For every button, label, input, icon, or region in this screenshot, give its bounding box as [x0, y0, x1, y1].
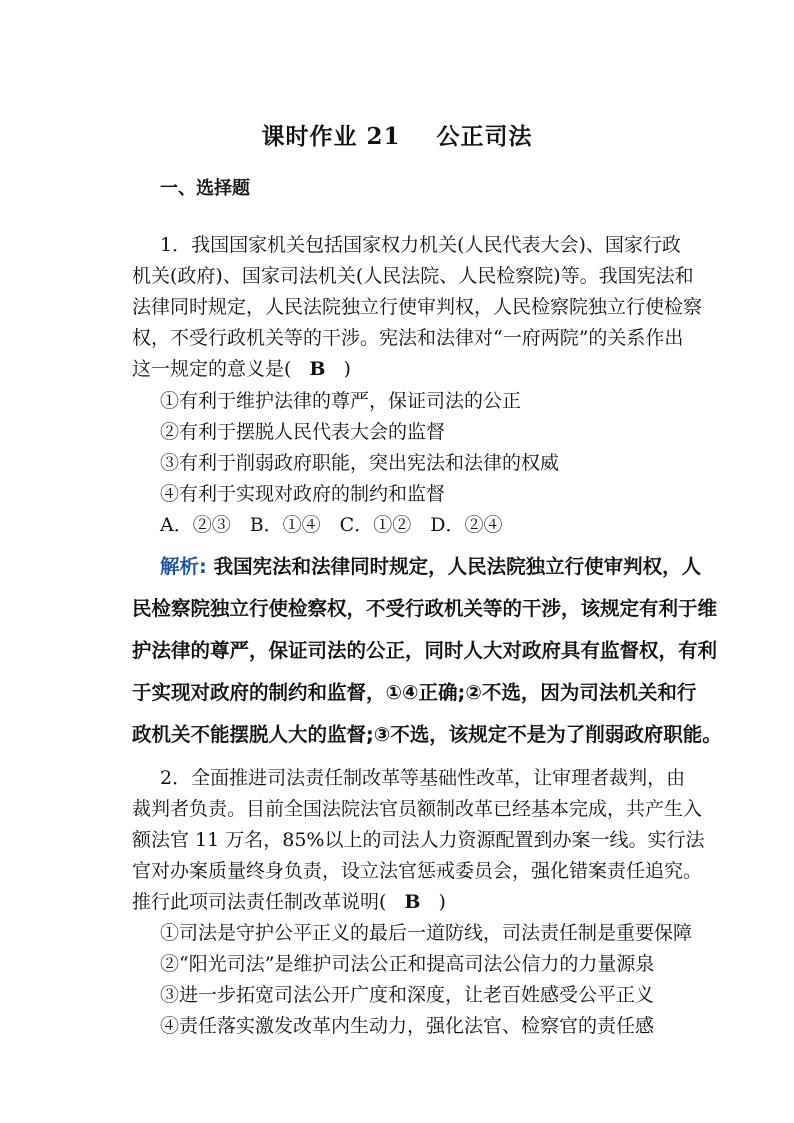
q1-analysis-line-3: 护法律的尊严，保证司法的公正，同时人大对政府具有监督权，有利: [132, 639, 718, 662]
q1-option-3: ③有利于削弱政府职能，突出宪法和法律的权威: [160, 452, 560, 474]
q2-answer: B: [404, 891, 421, 913]
q2-option-4: ④责任落实激发改革内生动力，强化法官、检察官的责任感: [160, 1015, 655, 1037]
q1-analysis-line-2: 民检察院独立行使检察权，不受行政机关等的干涉，该规定有利于维: [132, 597, 718, 620]
page-title: 课时作业 21 公正司法: [261, 123, 533, 150]
q1-line-3: 法律同时规定，人民法院独立行使审判权，人民检察院独立行使检察: [132, 296, 703, 318]
q1-stem-prefix: 这一规定的意义是(: [132, 358, 292, 380]
q1-line-1: 1．我国国家机关包括国家权力机关(人民代表大会)、国家行政: [160, 234, 681, 256]
q1-answer: B: [309, 358, 326, 380]
q2-stem-suffix: ): [438, 891, 446, 913]
q1-line-4: 权，不受行政机关等的干涉。宪法和法律对“一府两院”的关系作出: [132, 327, 684, 349]
section-heading: 一、选择题: [160, 178, 250, 199]
q2-option-1: ①司法是守护公平正义的最后一道防线，司法责任制是重要保障: [160, 922, 693, 944]
q1-option-1: ①有利于维护法律的尊严，保证司法的公正: [160, 390, 522, 412]
q2-line-4: 官对办案质量终身负责，设立法官惩戒委员会，强化错案责任追究。: [132, 860, 703, 882]
q1-analysis-text-1: 我国宪法和法律同时规定，人民法院独立行使审判权，人: [206, 555, 702, 578]
q1-analysis-label: 解析:: [160, 555, 207, 578]
q1-stem-end: [132, 360, 351, 379]
q1-choices: A．②③ B．①④ C．①② D．②④: [160, 514, 503, 536]
q1-stem-suffix: ): [343, 358, 351, 380]
q2-line-3: 额法官 11 万名，85%以上的司法人力资源配置到办案一线。实行法: [132, 829, 705, 851]
q1-line-2: 机关(政府)、国家司法机关(人民法院、人民检察院)等。我国宪法和: [132, 265, 694, 287]
q1-analysis-line-1: [160, 557, 701, 577]
q2-stem-end: [132, 893, 446, 912]
q2-option-3: ③进一步拓宽司法公开广度和深度，让老百姓感受公平正义: [160, 984, 655, 1006]
q1-analysis-line-4: 于实现对政府的制约和监督，①④正确;②不选，因为司法机关和行: [132, 681, 697, 704]
q2-option-2: ②“阳光司法”是维护司法公正和提高司法公信力的力量源泉: [160, 953, 655, 975]
q1-analysis-line-5: 政机关不能摆脱人大的监督;③不选，该规定不是为了削弱政府职能。: [132, 723, 722, 746]
q2-line-2: 裁判者负责。目前全国法院法官员额制改革已经基本完成，共产生入: [132, 798, 703, 820]
q2-stem-prefix: 推行此项司法责任制改革说明(: [132, 891, 387, 913]
q2-line-1: 2．全面推进司法责任制改革等基础性改革，让审理者裁判，由: [160, 767, 686, 789]
q1-option-4: ④有利于实现对政府的制约和监督: [160, 483, 446, 505]
q1-option-2: ②有利于摆脱人民代表大会的监督: [160, 421, 446, 443]
